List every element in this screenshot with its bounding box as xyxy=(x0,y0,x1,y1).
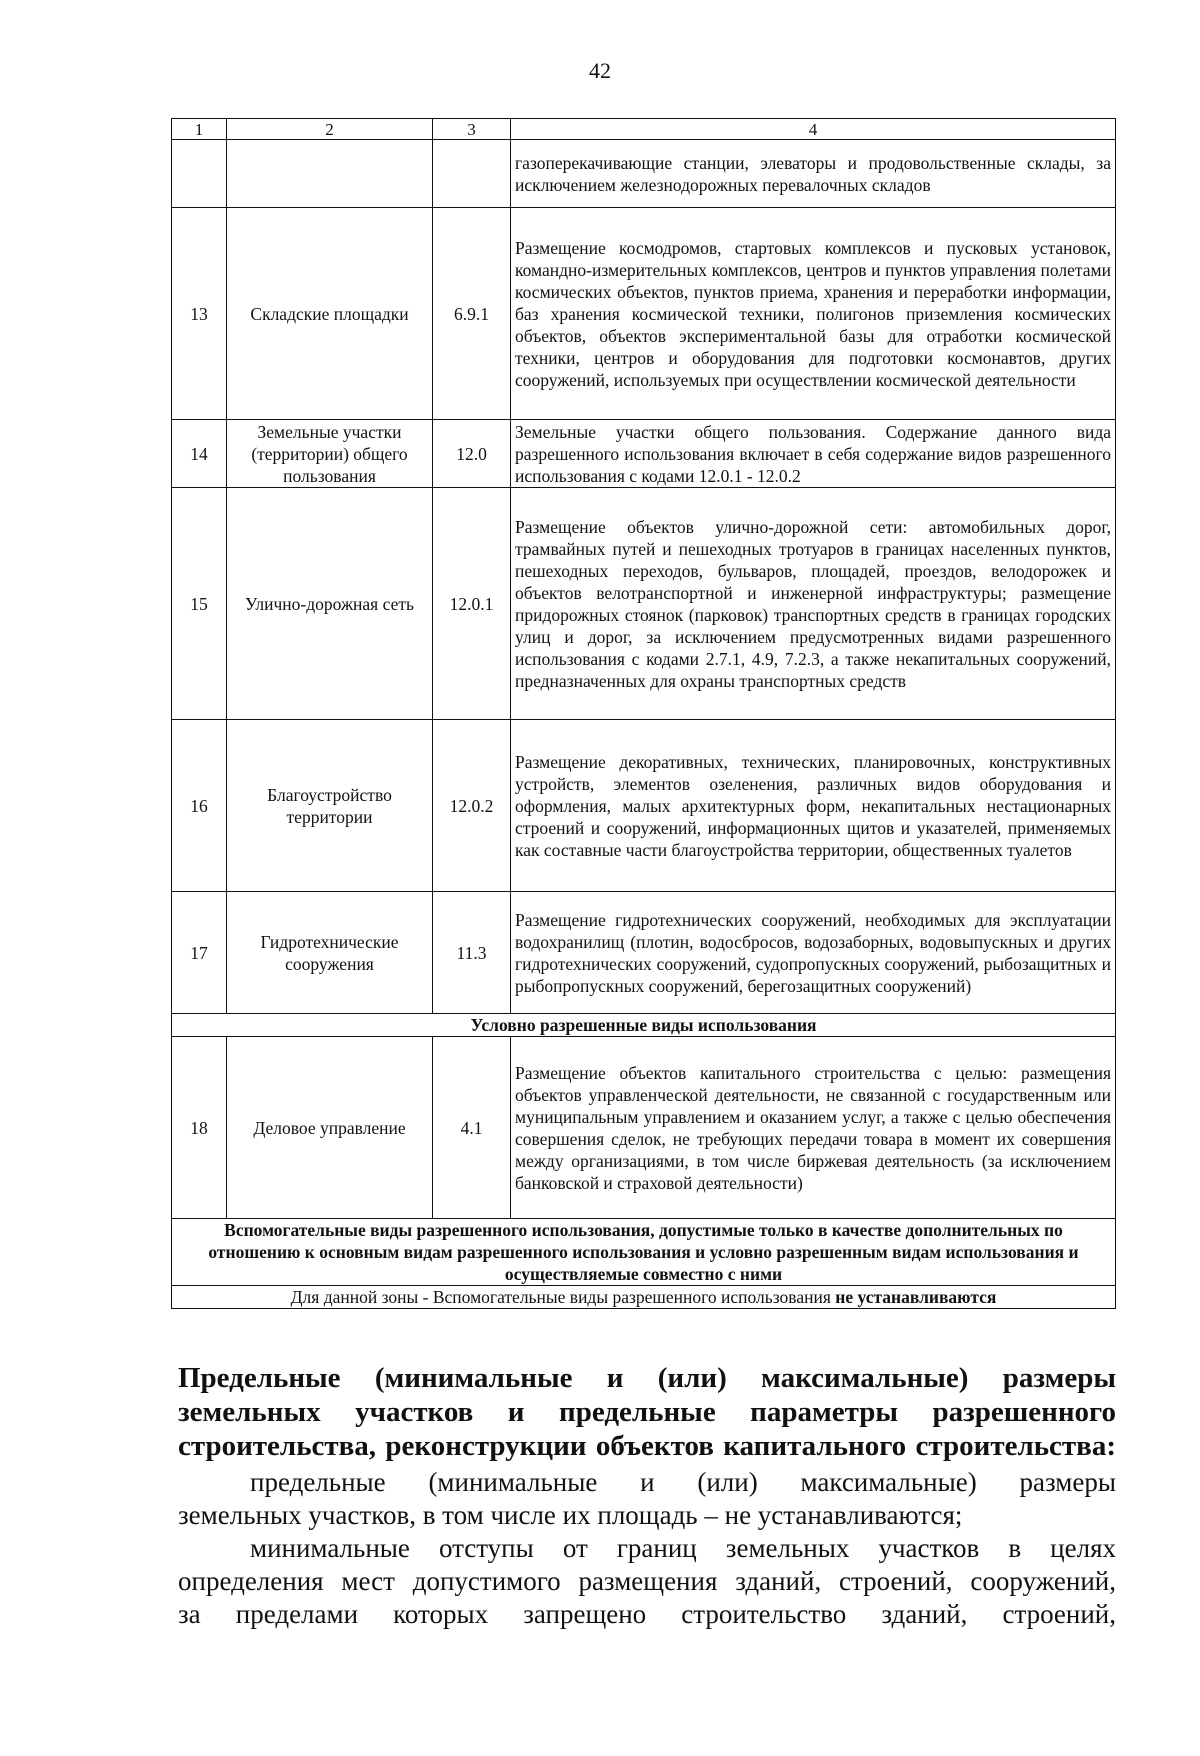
table-header-row xyxy=(172,119,1116,140)
use-code xyxy=(433,140,511,208)
table-row xyxy=(172,720,1116,892)
footer-row xyxy=(172,1286,1116,1309)
table-row xyxy=(172,488,1116,720)
row-number: 14 xyxy=(172,420,227,488)
use-name: Земельные участки (территории) общего пользования xyxy=(227,420,433,488)
use-description: Размещение космодромов, стартовых комплексов и пусковых установок, командно-измерительных комплексов, центров и пунктов управления полетами космических объектов, пунктов приема, хранения и переработки информации, баз хранения космической техники, полигонов приземления космических объектов, объектов экспериментальной базы для отработки космической техники, центров и оборудования для подготовки космонавтов, других сооружений, используемых при осуществлении космической деятельности xyxy=(511,208,1116,420)
table-row xyxy=(172,208,1116,420)
row-number: 15 xyxy=(172,488,227,720)
heading-line: строительства, реконструкции объектов капитального строительства: xyxy=(178,1430,1116,1462)
footer-text: Для данной зоны - Вспомогательные виды разрешенного использования xyxy=(290,1287,836,1307)
use-name: Благоустройство территории xyxy=(227,720,433,892)
use-name: Деловое управление xyxy=(227,1037,433,1219)
use-name: Гидротехнические сооружения xyxy=(227,892,433,1014)
section-heading xyxy=(178,1361,1116,1463)
section-row xyxy=(172,1219,1116,1286)
use-description: Размещение гидротехнических сооружений, необходимых для эксплуатации водохранилищ (плотин, водосбросов, водозаборных, водовыпускных и других гидротехнических сооружений, судопропускных сооружений, рыбозащитных и рыбопропускных сооружений, берегозащитных сооружений) xyxy=(511,892,1116,1014)
use-description: Земельные участки общего пользования. Содержание данного вида разрешенного использования включает в себя содержание видов разрешенного использования с кодами 12.0.1 - 12.0.2 xyxy=(511,420,1116,488)
paragraph-line: за пределами которых запрещено строительство зданий, строений, xyxy=(178,1599,1116,1629)
paragraph-line: минимальные отступы от границ земельных участков в целях xyxy=(250,1533,1116,1563)
paragraph-setbacks xyxy=(178,1532,1116,1631)
use-description: Размещение декоративных, технических, планировочных, конструктивных устройств, элементов озеленения, различных видов оборудования и оформления, малых архитектурных форм, некапитальных нестационарных строений и сооружений, информационных щитов и указателей, применяемых как составные части благоустройства территории, общественных туалетов xyxy=(511,720,1116,892)
use-code: 11.3 xyxy=(433,892,511,1014)
use-code: 12.0.2 xyxy=(433,720,511,892)
use-description: Размещение объектов капитального строительства с целью: размещения объектов управленческой деятельности, не связанной с государственным или муниципальным управлением и оказанием услуг, а также с целью обеспечения совершения сделок, не требующих передачи товара в момент их совершения между организациями, в том числе биржевая деятельность (за исключением банковской и страховой деятельности) xyxy=(511,1037,1116,1219)
paragraph-plot-sizes xyxy=(178,1466,1116,1532)
use-code: 12.0.1 xyxy=(433,488,511,720)
row-number: 18 xyxy=(172,1037,227,1219)
column-header: 2 xyxy=(227,119,433,140)
table-row xyxy=(172,892,1116,1014)
use-name: Складские площадки xyxy=(227,208,433,420)
auxiliary-footer xyxy=(172,1286,1116,1309)
conditional-section-title: Условно разрешенные виды использования xyxy=(172,1014,1116,1037)
footer-bold-text: не устанавливаются xyxy=(835,1287,997,1307)
use-code: 12.0 xyxy=(433,420,511,488)
paragraph-line: земельных участков, в том числе их площадь – не устанавливаются; xyxy=(178,1500,963,1530)
use-description: газоперекачивающие станции, элеваторы и продовольственные склады, за исключением железнодорожных перевалочных складов xyxy=(511,140,1116,208)
paragraph-line: определения мест допустимого размещения зданий, строений, сооружений, xyxy=(178,1566,1116,1596)
page-number: 42 xyxy=(589,58,611,83)
column-header: 4 xyxy=(511,119,1116,140)
auxiliary-section-title: Вспомогательные виды разрешенного использования, допустимые только в качестве дополнительных по отношению к основным видам разрешенного использования и условно разрешенным видам использования и осуществляемые совместно с ними xyxy=(172,1219,1116,1286)
use-code: 6.9.1 xyxy=(433,208,511,420)
land-use-table xyxy=(171,118,1116,1309)
row-number: 16 xyxy=(172,720,227,892)
heading-line: Предельные (минимальные и (или) максимальные) размеры xyxy=(178,1362,1116,1394)
row-number: 13 xyxy=(172,208,227,420)
column-header: 3 xyxy=(433,119,511,140)
use-code: 4.1 xyxy=(433,1037,511,1219)
column-header: 1 xyxy=(172,119,227,140)
heading-line: земельных участков и предельные параметры разрешенного xyxy=(178,1396,1116,1428)
paragraph-line: предельные (минимальные и (или) максимальные) размеры xyxy=(250,1467,1116,1497)
section-row xyxy=(172,1014,1116,1037)
table-row xyxy=(172,420,1116,488)
use-name xyxy=(227,140,433,208)
use-name: Улично-дорожная сеть xyxy=(227,488,433,720)
table-row xyxy=(172,140,1116,208)
table-row xyxy=(172,1037,1116,1219)
row-number: 17 xyxy=(172,892,227,1014)
row-number xyxy=(172,140,227,208)
use-description: Размещение объектов улично-дорожной сети: автомобильных дорог, трамвайных путей и пешеходных тротуаров в границах населенных пунктов, пешеходных переходов, бульваров, площадей, проездов, велодорожек и объектов велотранспортной и инженерной инфраструктуры; размещение придорожных стоянок (парковок) транспортных средств в границах городских улиц и дорог, за исключением предусмотренных видами разрешенного использования с кодами 2.7.1, 4.9, 7.2.3, а также некапитальных сооружений, предназначенных для охраны транспортных средств xyxy=(511,488,1116,720)
